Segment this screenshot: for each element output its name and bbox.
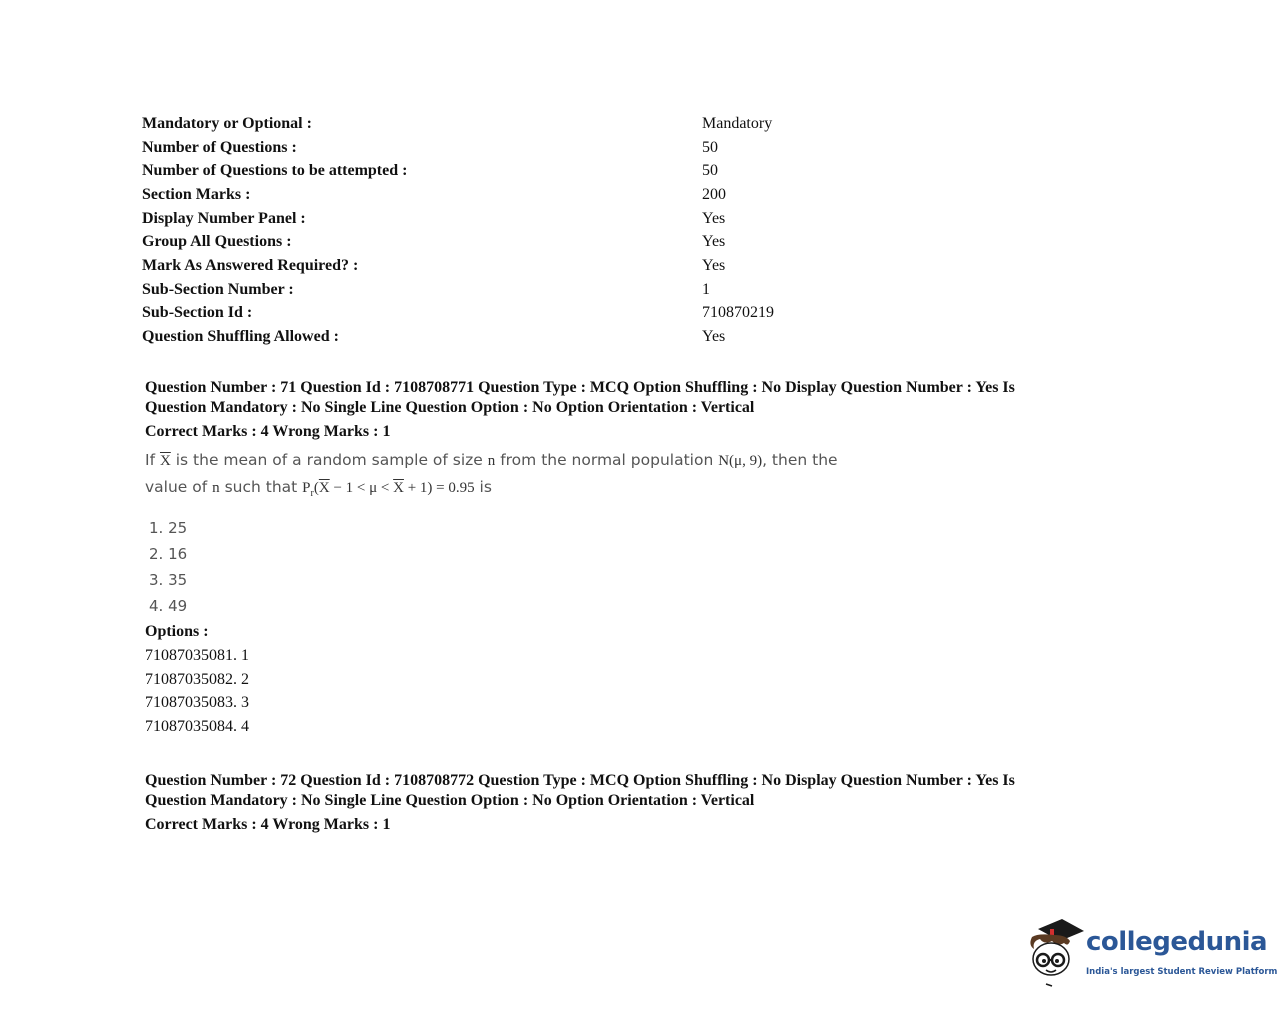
info-row [142, 136, 774, 160]
text-run: is the mean of a random sample of size [170, 451, 488, 469]
info-value: Yes [702, 233, 726, 251]
option-id-item: 71087035083. 3 [145, 694, 249, 712]
n-symbol: n [487, 453, 496, 469]
question-71-text [145, 447, 865, 507]
math-run: + 1) = 0.95 [403, 480, 475, 496]
info-value: Yes [702, 328, 726, 346]
distribution-expression: N(μ, 9) [718, 453, 763, 469]
question-71-header [145, 378, 1145, 441]
mascot-icon [1024, 915, 1086, 990]
info-row [142, 112, 774, 136]
info-key: Section Marks : [142, 185, 251, 203]
option-id-item: 71087035082. 2 [145, 670, 249, 688]
info-value: 710870219 [702, 304, 774, 322]
section-info-table [142, 112, 774, 349]
info-value: 50 [702, 162, 718, 180]
info-value: Mandatory [702, 114, 773, 132]
info-key: Mark As Answered Required? : [142, 256, 359, 274]
question-meta-line: Question Number : 72 Question Id : 7108708772 Question Type : MCQ Option Shuffling : No Display Question Number : Yes Is [145, 772, 1015, 789]
info-value: 50 [702, 138, 718, 156]
x-bar-symbol: $\overline{X}$ [393, 480, 404, 496]
info-key: Number of Questions : [142, 138, 297, 156]
info-row [142, 207, 774, 231]
info-value: Yes [702, 256, 726, 274]
x-bar-symbol: $\overline{X}$ [159, 453, 171, 469]
prob-subscript: r [310, 488, 314, 499]
options-heading: Options : [145, 623, 209, 640]
info-key: Number of Questions to be attempted : [142, 162, 408, 180]
info-row [142, 230, 774, 254]
choice-item: 2. 16 [149, 545, 188, 563]
options-list [145, 620, 249, 739]
text-run: is [474, 478, 492, 496]
n-symbol: n [212, 480, 220, 496]
prob-symbol: P [302, 480, 311, 496]
question-marks: Correct Marks : 4 Wrong Marks : 1 [145, 816, 391, 833]
text-run: such that [219, 478, 303, 496]
text-run: , then the [762, 451, 838, 469]
question-meta-line: Question Mandatory : No Single Line Question Option : No Option Orientation : Vertical [145, 398, 755, 416]
question-text-line-1 [145, 447, 865, 474]
option-id-item: 71087035081. 1 [145, 647, 249, 664]
option-id-item: 71087035084. 4 [145, 718, 249, 736]
text-run: from the normal population [495, 451, 719, 469]
logo-tagline: India's largest Student Review Platform [1086, 967, 1278, 977]
choice-item: 3. 35 [149, 571, 188, 589]
info-key: Sub-Section Id : [142, 304, 253, 322]
info-key: Display Number Panel : [142, 209, 306, 227]
collegedunia-logo [1024, 915, 1278, 990]
math-run: ( [313, 480, 319, 496]
x-bar-symbol: $\overline{X}$ [318, 480, 330, 496]
question-72-header [145, 771, 1145, 834]
probability-expression [302, 480, 475, 499]
question-marks: Correct Marks : 4 Wrong Marks : 1 [145, 423, 391, 440]
question-meta-line: Question Mandatory : No Single Line Question Option : No Option Orientation : Vertical [145, 791, 755, 809]
info-row [142, 325, 774, 349]
info-row [142, 302, 774, 326]
info-value: 200 [702, 185, 726, 203]
info-row [142, 278, 774, 302]
info-key: Group All Questions : [142, 233, 292, 251]
info-key: Mandatory or Optional : [142, 114, 312, 132]
question-meta-line: Question Number : 71 Question Id : 7108708771 Question Type : MCQ Option Shuffling : No Display Question Number : Yes Is [145, 379, 1015, 396]
choice-item: 4. 49 [149, 597, 188, 615]
info-row [142, 159, 774, 183]
answer-choices [149, 515, 187, 619]
info-row [142, 254, 774, 278]
math-run: − 1 < μ < [329, 480, 394, 496]
info-key: Question Shuffling Allowed : [142, 328, 339, 346]
info-key: Sub-Section Number : [142, 280, 294, 298]
choice-item: 1. 25 [149, 519, 188, 537]
text-run: value of [145, 478, 213, 496]
info-value: 1 [702, 280, 710, 298]
question-text-line-2 [145, 474, 865, 507]
info-value: Yes [702, 209, 726, 227]
text-run: If [145, 451, 160, 469]
logo-wordmark: collegedunia [1086, 927, 1268, 957]
info-row [142, 183, 774, 207]
